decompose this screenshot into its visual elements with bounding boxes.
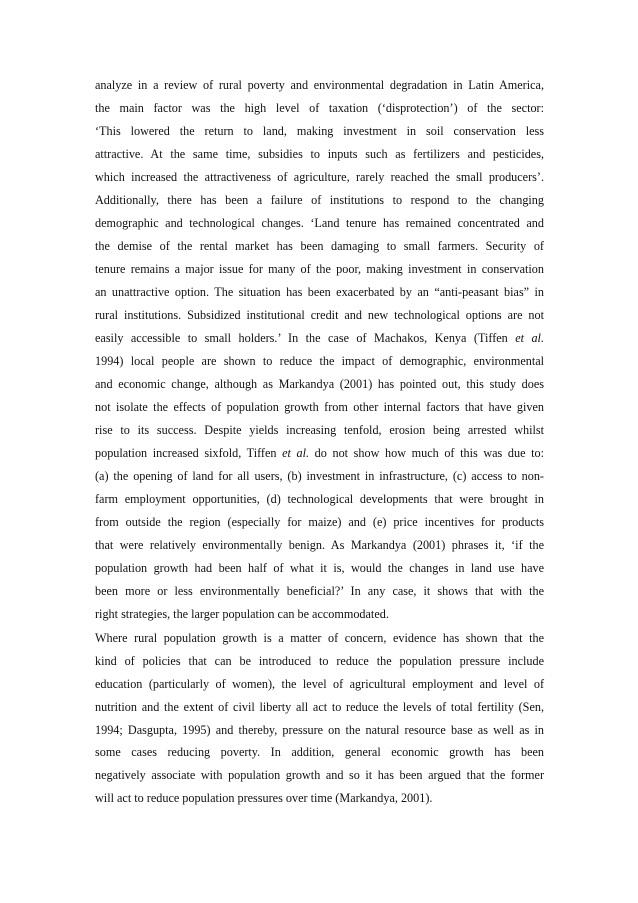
text-segment: kind of policies that can be introduced to reduce the population pressure include [95,653,544,668]
text-segment: easily accessible to small holders.’ In the case of Machakos, Kenya (Tiffen [95,331,516,345]
text-line [95,442,544,465]
text-segment: (a) the opening of land for all users, (b) investment in infrastructure, (c) access to non- [95,469,544,483]
text-segment: some cases reducing poverty. In addition, general economic growth has been [95,745,544,760]
text-line [95,787,544,810]
italic-text: et al. [282,446,310,460]
text-segment: will act to reduce population pressures over time (Markandya, 2001). [95,791,433,806]
text-line [95,719,544,742]
text-line [95,212,544,235]
text-segment: and economic change, although as Markandya (2001) has pointed out, this study does [95,377,544,391]
text-line [95,235,544,258]
text-segment: tenure remains a major issue for many of the poor, making investment in conservation [95,262,544,276]
text-line [95,373,544,396]
text-segment: right strategies, the larger population can be accommodated. [95,607,389,621]
text-line [95,281,544,304]
text-line [95,741,544,764]
text-segment: 1994; Dasgupta, 1995) and thereby, pressure on the natural resource base as well as in [95,722,544,737]
text-line [95,557,544,580]
paragraph-2 [95,627,544,810]
text-segment: the demise of the rental market has been damaging to small farmers. Security of [95,239,544,253]
text-segment: rise to its success. Despite yields increasing tenfold, erosion being arrested whilst [95,423,544,437]
paragraph-1 [95,74,544,626]
text-segment: attractive. At the same time, subsidies to inputs such as fertilizers and pesticides, [95,147,544,161]
text-segment: farm employment opportunities, (d) technological developments that were brought in [95,492,544,506]
text-line [95,627,544,650]
text-line [95,465,544,488]
text-line [95,396,544,419]
text-line [95,120,544,143]
text-line [95,327,544,350]
text-line [95,97,544,120]
text-line [95,764,544,787]
text-line [95,189,544,212]
text-segment: population growth had been half of what it is, would the changes in land use have [95,561,544,575]
text-line [95,419,544,442]
text-line [95,304,544,327]
text-segment: that were relatively environmentally benign. As Markandya (2001) phrases it, ‘if the [95,538,544,552]
text-line [95,488,544,511]
text-segment: Where rural population growth is a matter of concern, evidence has shown that the [95,631,544,645]
text-line [95,258,544,281]
text-segment: do not show how much of this was due to: [309,446,544,460]
italic-text: et al. [515,331,544,345]
text-segment: not isolate the effects of population growth from other internal factors that have given [95,400,544,414]
text-line [95,350,544,373]
text-segment: negatively associate with population growth and so it has been argued that the former [95,768,544,783]
text-segment: rural institutions. Subsidized institutional credit and new technological options are not [95,308,544,322]
text-segment: 1994) local people are shown to reduce the impact of demographic, environmental [95,354,544,368]
text-segment: Additionally, there has been a failure of institutions to respond to the changing [95,193,544,207]
text-segment: the main factor was the high level of taxation (‘disprotection’) of the sector: [95,101,544,115]
text-line [95,580,544,603]
text-line [95,74,544,97]
text-segment: been more or less environmentally beneficial?’ In any case, it shows that with the [95,584,544,598]
text-line [95,650,544,673]
text-line [95,673,544,696]
text-line [95,143,544,166]
text-line [95,166,544,189]
text-segment: from outside the region (especially for maize) and (e) price incentives for products [95,515,544,529]
text-line [95,603,544,626]
text-line [95,696,544,719]
text-segment: which increased the attractiveness of agriculture, rarely reached the small producers’. [95,170,544,184]
text-segment: ‘This lowered the return to land, making investment in soil conservation less [95,124,544,138]
text-segment: population increased sixfold, Tiffen [95,446,283,460]
text-segment: education (particularly of women), the level of agricultural employment and level of [95,676,544,691]
text-segment: demographic and technological changes. ‘Land tenure has remained concentrated and [95,216,544,230]
text-line [95,534,544,557]
text-line [95,511,544,534]
text-segment: analyze in a review of rural poverty and environmental degradation in Latin America, [95,78,544,92]
text-segment: nutrition and the extent of civil liberty all act to reduce the levels of total fertility (Sen, [95,699,544,714]
text-segment: an unattractive option. The situation has been exacerbated by an “anti-peasant bias” in [95,285,544,299]
